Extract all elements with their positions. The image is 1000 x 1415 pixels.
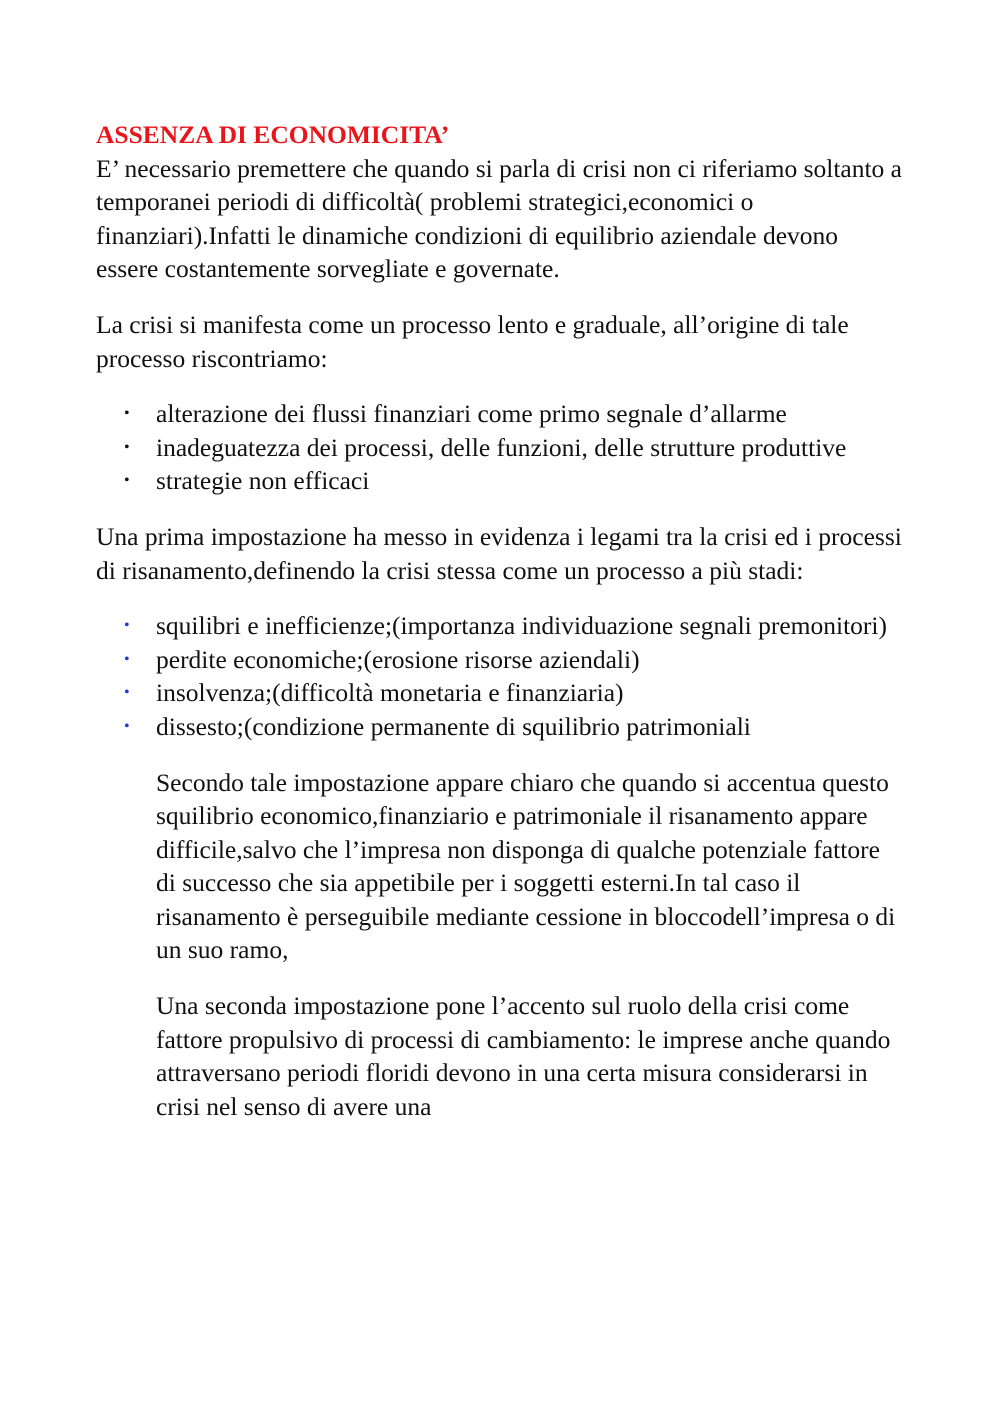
list-item <box>96 643 906 677</box>
paragraph-5: Una seconda impostazione pone l’accento sul ruolo della crisi come fattore propulsivo di processi di cambiamento: le imprese anche quando attraversano periodi floridi devono in una certa misura considerarsi in crisi nel senso di avere una <box>156 991 891 1121</box>
list-item-text: insolvenza;(difficoltà monetaria e finanziaria) <box>156 678 624 708</box>
paragraph-2: La crisi si manifesta come un processo lento e graduale, all’origine di tale processo riscontriamo: <box>96 309 849 373</box>
list-item-text: squilibri e inefficienze;(importanza individuazione segnali premonitori) <box>156 611 887 641</box>
list-item-text: dissesto;(condizione permanente di squilibrio patrimoniali <box>156 711 751 741</box>
list-item <box>96 676 906 710</box>
list-item <box>96 710 906 744</box>
intro-paragraph: E’ necessario premettere che quando si parla di crisi non ci riferiamo soltanto a temporanei periodi di difficoltà( problemi strategici,economici o finanziari).Infatti le dinamiche condizioni di equilibrio aziendale devono essere costantemente sorvegliate e governate. <box>96 153 903 284</box>
list-item-text: perdite economiche;(erosione risorse aziendali) <box>156 644 640 674</box>
causes-list <box>96 397 906 498</box>
list-item <box>96 464 906 498</box>
list-item-text: strategie non efficaci <box>156 466 370 496</box>
bullet-icon: • <box>124 438 130 456</box>
bullet-icon: • <box>124 650 130 668</box>
document-title: ASSENZA DI ECONOMICITA’ <box>96 120 450 149</box>
list-item <box>96 397 906 431</box>
document-page <box>96 118 906 1123</box>
paragraph-4: Secondo tale impostazione appare chiaro che quando si accentua questo squilibrio economico,finanziario e patrimoniale il risanamento appare difficile,salvo che l’impresa non disponga di qualche potenziale fattore di successo che sia appetibile per i soggetti esterni.In tal caso il risanamento è perseguibile mediante cessione in bloccodell’impresa o di un suo ramo, <box>156 767 896 965</box>
bullet-icon: • <box>124 684 130 702</box>
bullet-icon: • <box>124 405 130 423</box>
paragraph-3: Una prima impostazione ha messo in evidenza i legami tra la crisi ed i processi di risanamento,definendo la crisi stessa come un processo a più stadi: <box>96 521 902 585</box>
list-item-text: alterazione dei flussi finanziari come primo segnale d’allarme <box>156 399 787 429</box>
list-item-text: inadeguatezza dei processi, delle funzioni, delle strutture produttive <box>156 432 847 462</box>
bullet-icon: • <box>124 472 130 490</box>
list-item <box>96 431 906 465</box>
bullet-icon: • <box>124 617 130 635</box>
stages-list <box>96 609 906 743</box>
bullet-icon: • <box>124 717 130 735</box>
list-item <box>96 609 906 643</box>
